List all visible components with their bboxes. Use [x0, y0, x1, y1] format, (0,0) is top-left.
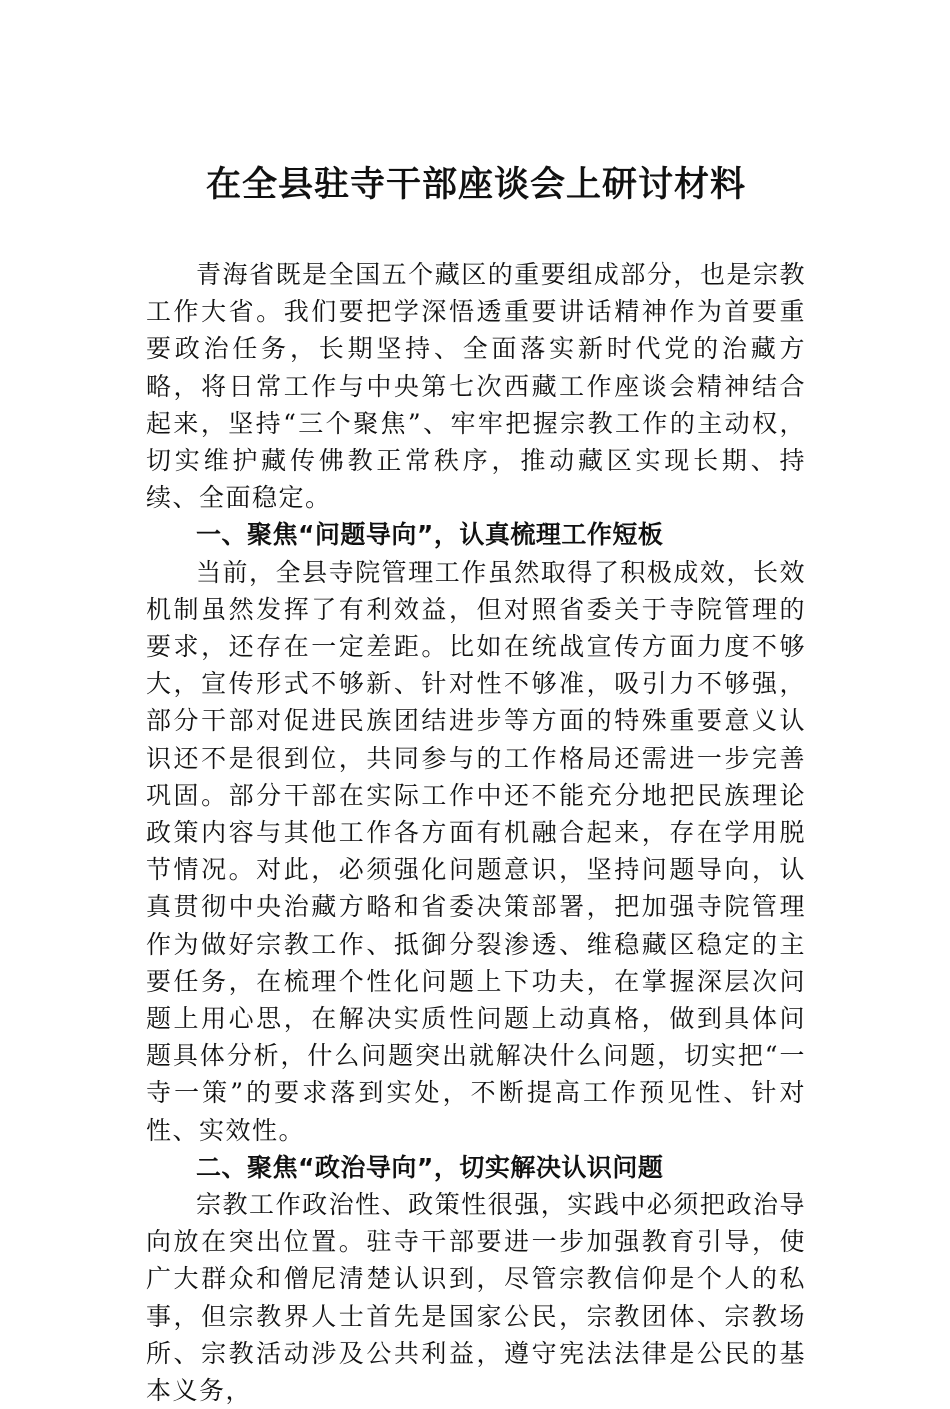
section-1-paragraph: 当前，全县寺院管理工作虽然取得了积极成效，长效机制虽然发挥了有利效益，但对照省委关于寺院管理的要求，还存在一定差距。比如在统战宣传方面力度不够大，宣传形式不够新、针对性不够准，吸引力不够强，部分干部对促进民族团结进步等方面的特殊重要意义认识还不是很到位，共同参与的工作格局还需进一步完善巩固。部分干部在实际工作中还不能充分地把民族理论政策内容与其他工作各方面有机融合起来，存在学用脱节情况。对此，必须强化问题意识，坚持问题导向，认真贯彻中央治藏方略和省委决策部署，把加强寺院管理作为做好宗教工作、抵御分裂渗透、维稳藏区稳定的主要任务，在梳理个性化问题上下功夫，在掌握深层次问题上用心思，在解决实质性问题上动真格，做到具体问题具体分析，什么问题突出就解决什么问题，切实把“一寺一策”的要求落到实处，不断提高工作预见性、针对性、实效性。 — [146, 557, 806, 1145]
document-body — [146, 256, 806, 1409]
section-heading-2: 二、聚焦“政治导向”，切实解决认识问题 — [196, 1152, 664, 1182]
section-heading-1: 一、聚焦“问题导向”，认真梳理工作短板 — [196, 520, 664, 550]
intro-paragraph: 青海省既是全国五个藏区的重要组成部分，也是宗教工作大省。我们要把学深悟透重要讲话精神作为首要重要政治任务，长期坚持、全面落实新时代党的治藏方略，将日常工作与中央第七次西藏工作座谈会精神结合起来，坚持“三个聚焦”、牢牢把握宗教工作的主动权，切实维护藏传佛教正常秩序，推动藏区实现长期、持续、全面稳定。 — [146, 260, 806, 513]
section-2-paragraph: 宗教工作政治性、政策性很强，实践中必须把政治导向放在突出位置。驻寺干部要进一步加强教育引导，使广大群众和僧尼清楚认识到，尽管宗教信仰是个人的私事，但宗教界人士首先是国家公民，宗教团体、宗教场所、宗教活动涉及公共利益，遵守宪法法律是公民的基本义务， — [146, 1190, 806, 1406]
document-title: 在全县驻寺干部座谈会上研讨材料 — [205, 164, 746, 205]
